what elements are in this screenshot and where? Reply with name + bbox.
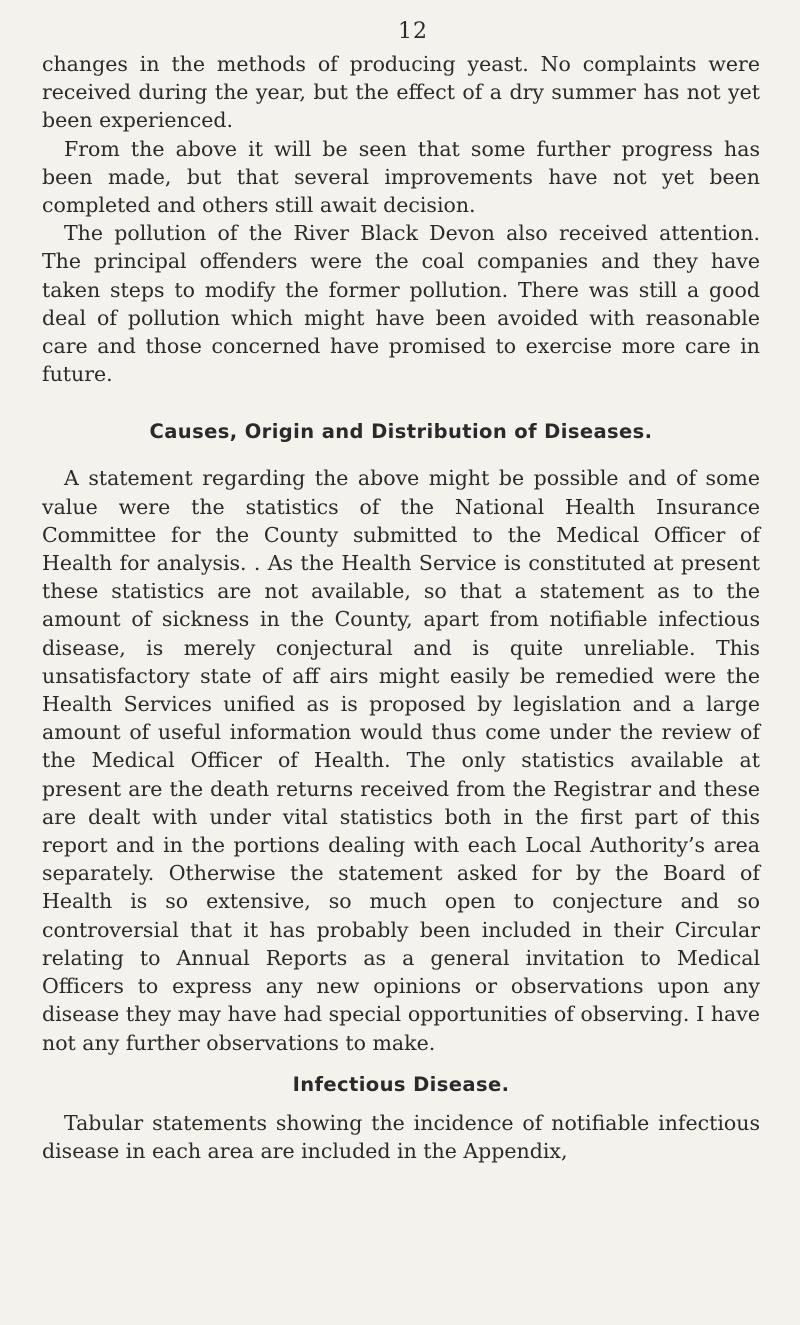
paragraph-river-pollution: The pollution of the River Black Devon also received attention. The principal offenders were the coal companies and they have taken steps to modify the former pollution. There was still a good deal of pollution which might have been avoided with reasonable care and those concerned have promised to exercise more care in future. [42, 221, 760, 387]
paragraph-yeast-changes: changes in the methods of producing yeast. No complaints were received during the year, but the effect of a dry summer has not yet been experienced. [42, 52, 760, 133]
document-page [42, 14, 760, 1165]
heading-infectious-disease: Infectious Disease. [292, 1072, 510, 1096]
page-number: 12 [398, 19, 428, 44]
paragraph-tabular-statements: Tabular statements showing the incidence of notifiable infectious disease in each area are included in the Appendix, [42, 1110, 760, 1163]
heading-causes-origin-distribution: Causes, Origin and Distribution of Diseases. [149, 420, 653, 444]
paragraph-statistics-statement: A statement regarding the above might be possible and of some value were the statistics of the National Health Insurance Committee for the County submitted to the Medical Officer of Health for analysis. . As the Health Service is constituted at present these statistics are not available, so that a statement as to the amount of sickness in the County, apart from notifiable infectious disease, is merely conjectural and is quite unreliable. This unsatisfactory state of aff airs might easily be remedied were the Health Services unified as is proposed by legislation and a large amount of useful information would thus come under the review of the Medical Officer of Health. The only statistics available at present are the death returns received from the Registrar and these are dealt with under vital statistics both in the first part of this report and in the portions dealing with each Local Authority’s area separately. Otherwise the statement asked for by the Board of Health is so extensive, so much open to conjecture and so controversial that it has probably been included in their Circular relating to Annual Reports as a general invitation to Medical Officers to express any new opinions or observations upon any disease they may have had special opportunities of observing. I have not any further observations to make. [42, 466, 760, 1055]
paragraph-progress: From the above it will be seen that some further progress has been made, but that several improvements have not yet been completed and others still await decision. [42, 136, 760, 218]
